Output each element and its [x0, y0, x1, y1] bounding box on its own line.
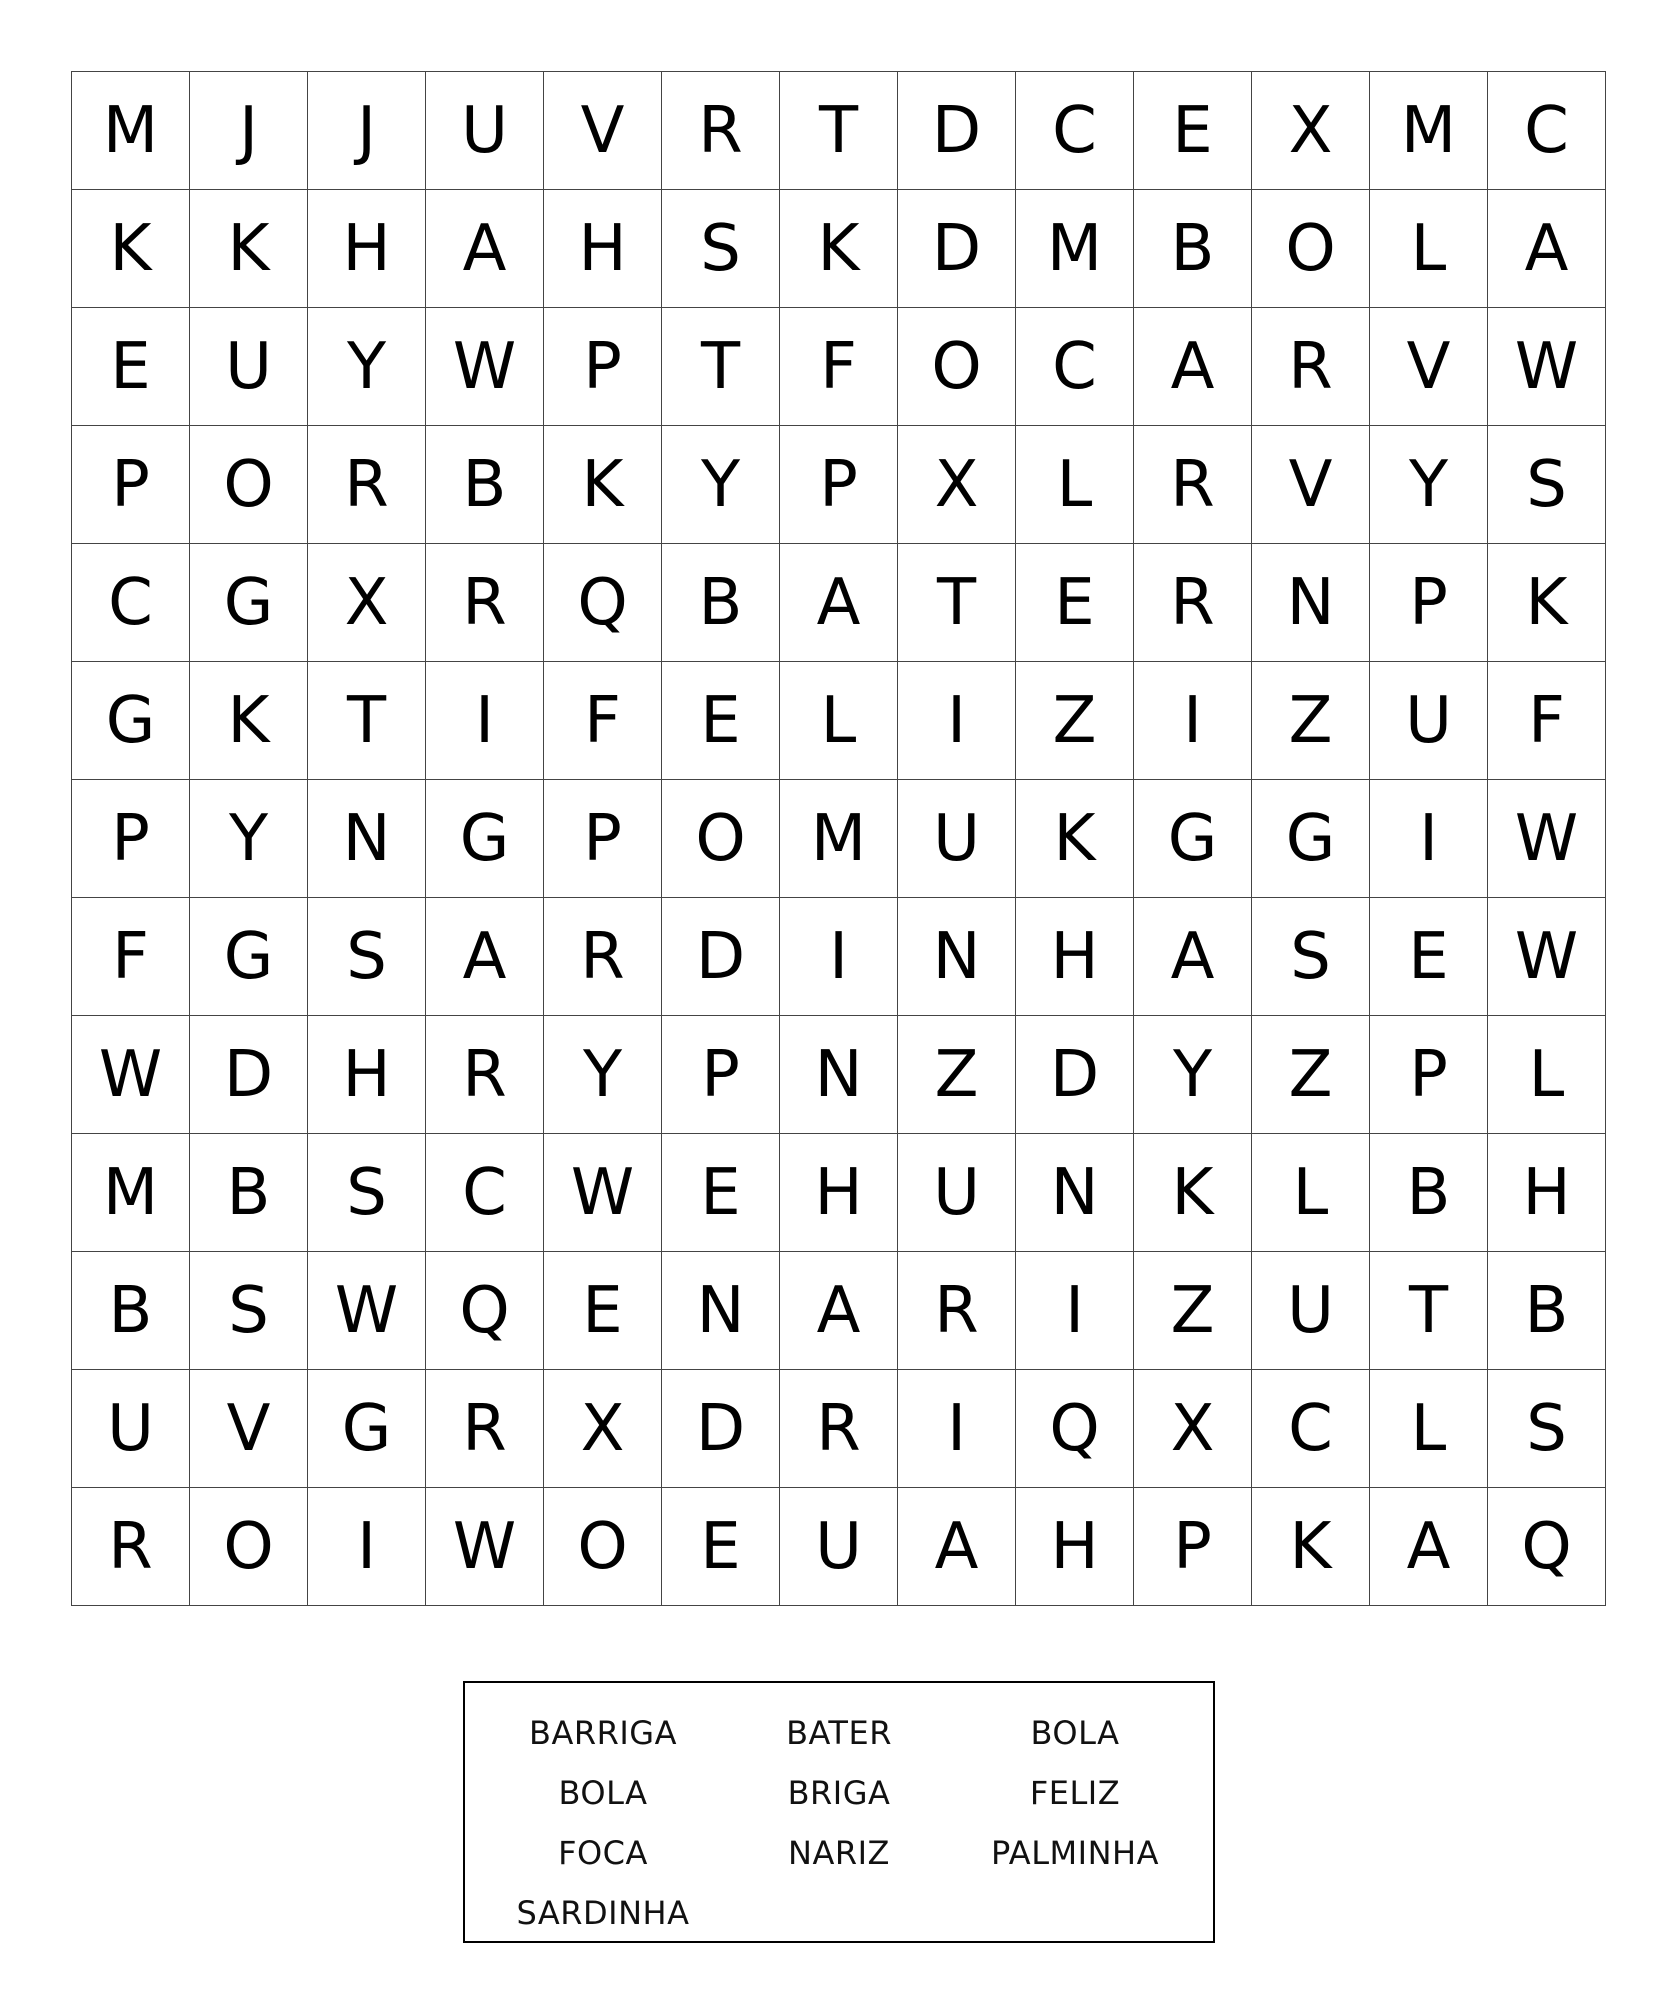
grid-cell[interactable]: W	[426, 308, 544, 426]
grid-cell[interactable]: O	[190, 1488, 308, 1606]
grid-cell[interactable]: G	[426, 780, 544, 898]
grid-cell[interactable]: B	[1488, 1252, 1606, 1370]
grid-cell[interactable]: H	[1016, 1488, 1134, 1606]
grid-cell[interactable]: Z	[1016, 662, 1134, 780]
grid-cell[interactable]: D	[662, 898, 780, 1016]
grid-cell[interactable]: R	[1134, 544, 1252, 662]
grid-cell[interactable]: I	[426, 662, 544, 780]
grid-cell[interactable]: Z	[1252, 662, 1370, 780]
grid-cell[interactable]: A	[426, 898, 544, 1016]
grid-cell[interactable]: X	[308, 544, 426, 662]
grid-cell[interactable]: G	[1134, 780, 1252, 898]
grid-cell[interactable]: K	[1252, 1488, 1370, 1606]
grid-cell[interactable]: X	[544, 1370, 662, 1488]
grid-cell[interactable]: Y	[190, 780, 308, 898]
grid-cell[interactable]: W	[1488, 898, 1606, 1016]
word-list-item: BOLA	[558, 1774, 648, 1812]
grid-cell[interactable]: S	[662, 190, 780, 308]
grid-cell[interactable]: A	[898, 1488, 1016, 1606]
grid-cell[interactable]: M	[1016, 190, 1134, 308]
grid-cell[interactable]: E	[544, 1252, 662, 1370]
grid-cell[interactable]: L	[1016, 426, 1134, 544]
grid-cell[interactable]: P	[1370, 544, 1488, 662]
grid-cell[interactable]: E	[1016, 544, 1134, 662]
grid-cell[interactable]: P	[544, 308, 662, 426]
grid-cell[interactable]: A	[1134, 308, 1252, 426]
grid-cell[interactable]: P	[780, 426, 898, 544]
grid-cell[interactable]: W	[72, 1016, 190, 1134]
grid-cell[interactable]: O	[898, 308, 1016, 426]
grid-cell[interactable]: M	[72, 1134, 190, 1252]
grid-cell[interactable]: B	[1134, 190, 1252, 308]
grid-cell[interactable]: X	[1252, 72, 1370, 190]
grid-cell[interactable]: P	[1134, 1488, 1252, 1606]
grid-cell[interactable]: N	[1016, 1134, 1134, 1252]
grid-cell[interactable]: D	[190, 1016, 308, 1134]
grid-cell[interactable]: X	[1134, 1370, 1252, 1488]
grid-cell[interactable]: K	[544, 426, 662, 544]
grid-cell[interactable]: F	[780, 308, 898, 426]
grid-cell[interactable]: L	[1370, 190, 1488, 308]
grid-cell[interactable]: J	[308, 72, 426, 190]
grid-cell[interactable]: A	[1134, 898, 1252, 1016]
grid-cell[interactable]: F	[72, 898, 190, 1016]
grid-cell[interactable]: R	[426, 1370, 544, 1488]
word-list	[463, 1681, 1215, 1943]
grid-cell[interactable]: C	[1016, 72, 1134, 190]
grid-cell[interactable]: A	[1370, 1488, 1488, 1606]
grid-cell[interactable]: R	[72, 1488, 190, 1606]
grid-cell[interactable]: N	[780, 1016, 898, 1134]
grid-cell[interactable]: D	[898, 190, 1016, 308]
grid-cell[interactable]: Y	[544, 1016, 662, 1134]
grid-cell[interactable]: R	[662, 72, 780, 190]
grid-cell[interactable]: T	[308, 662, 426, 780]
grid-cell[interactable]: T	[1370, 1252, 1488, 1370]
grid-cell[interactable]: V	[544, 72, 662, 190]
grid-cell[interactable]: I	[1016, 1252, 1134, 1370]
grid-cell[interactable]: K	[190, 190, 308, 308]
grid-cell[interactable]: H	[1016, 898, 1134, 1016]
grid-cell[interactable]: I	[898, 662, 1016, 780]
grid-cell[interactable]: M	[1370, 72, 1488, 190]
grid-cell[interactable]: A	[780, 1252, 898, 1370]
grid-cell[interactable]: R	[1134, 426, 1252, 544]
grid-cell[interactable]: B	[426, 426, 544, 544]
grid-cell[interactable]: G	[190, 544, 308, 662]
grid-cell[interactable]: R	[780, 1370, 898, 1488]
word-list-item: NARIZ	[788, 1834, 890, 1872]
grid-cell[interactable]: T	[662, 308, 780, 426]
word-list-item: PALMINHA	[991, 1834, 1159, 1872]
grid-cell[interactable]: B	[1370, 1134, 1488, 1252]
grid-cell[interactable]: R	[426, 1016, 544, 1134]
grid-cell[interactable]: W	[1488, 308, 1606, 426]
grid-cell[interactable]: S	[308, 898, 426, 1016]
grid-cell[interactable]: C	[426, 1134, 544, 1252]
grid-cell[interactable]: R	[898, 1252, 1016, 1370]
word-list-item: FOCA	[558, 1834, 648, 1872]
grid-cell[interactable]: I	[308, 1488, 426, 1606]
grid-cell[interactable]: B	[190, 1134, 308, 1252]
grid-cell[interactable]: T	[898, 544, 1016, 662]
grid-cell[interactable]: V	[1252, 426, 1370, 544]
grid-cell[interactable]: M	[780, 780, 898, 898]
grid-cell[interactable]: C	[1252, 1370, 1370, 1488]
grid-cell[interactable]: M	[72, 72, 190, 190]
grid-cell[interactable]: C	[72, 544, 190, 662]
grid-cell[interactable]: I	[898, 1370, 1016, 1488]
grid-cell[interactable]: U	[1252, 1252, 1370, 1370]
grid-cell[interactable]: U	[780, 1488, 898, 1606]
grid-cell[interactable]: V	[1370, 308, 1488, 426]
grid-cell[interactable]: L	[780, 662, 898, 780]
grid-cell[interactable]: A	[1488, 190, 1606, 308]
grid-cell[interactable]: U	[898, 780, 1016, 898]
grid-cell[interactable]: R	[426, 544, 544, 662]
grid-cell[interactable]: L	[1370, 1370, 1488, 1488]
grid-cell[interactable]: G	[190, 898, 308, 1016]
grid-cell[interactable]: K	[780, 190, 898, 308]
grid-cell[interactable]: N	[662, 1252, 780, 1370]
grid-cell[interactable]: S	[1488, 1370, 1606, 1488]
grid-cell[interactable]: U	[898, 1134, 1016, 1252]
grid-cell[interactable]: R	[1252, 308, 1370, 426]
grid-cell[interactable]: K	[1016, 780, 1134, 898]
grid-cell[interactable]: A	[780, 544, 898, 662]
grid-cell[interactable]: D	[898, 72, 1016, 190]
grid-cell[interactable]: E	[1370, 898, 1488, 1016]
grid-cell[interactable]: J	[190, 72, 308, 190]
grid-cell[interactable]: Q	[426, 1252, 544, 1370]
word-list-item: FELIZ	[1029, 1774, 1121, 1812]
word-list-item: SARDINHA	[516, 1894, 690, 1932]
grid-cell[interactable]: S	[308, 1134, 426, 1252]
grid-cell[interactable]: D	[662, 1370, 780, 1488]
grid-cell[interactable]: O	[544, 1488, 662, 1606]
grid-cell[interactable]: P	[72, 780, 190, 898]
grid-cell[interactable]: U	[72, 1370, 190, 1488]
grid-cell[interactable]: Q	[1016, 1370, 1134, 1488]
grid-cell[interactable]: Z	[1134, 1252, 1252, 1370]
grid-cell[interactable]: F	[544, 662, 662, 780]
grid-cell[interactable]: W	[426, 1488, 544, 1606]
grid-cell[interactable]: C	[1016, 308, 1134, 426]
grid-cell[interactable]: G	[1252, 780, 1370, 898]
grid-cell[interactable]: N	[1252, 544, 1370, 662]
grid-cell[interactable]: K	[1134, 1134, 1252, 1252]
word-list-item: BOLA	[1030, 1714, 1120, 1752]
grid-cell[interactable]: H	[1488, 1134, 1606, 1252]
grid-cell[interactable]: U	[190, 308, 308, 426]
grid-cell[interactable]: I	[1134, 662, 1252, 780]
grid-cell[interactable]: G	[308, 1370, 426, 1488]
grid-cell[interactable]: B	[72, 1252, 190, 1370]
grid-cell[interactable]: C	[1488, 72, 1606, 190]
grid-cell[interactable]: R	[308, 426, 426, 544]
grid-cell[interactable]: Z	[898, 1016, 1016, 1134]
word-search-grid	[71, 71, 1606, 1606]
grid-cell[interactable]: N	[308, 780, 426, 898]
grid-cell[interactable]: W	[544, 1134, 662, 1252]
grid-cell[interactable]: P	[72, 426, 190, 544]
grid-cell[interactable]: S	[190, 1252, 308, 1370]
grid-cell[interactable]: H	[308, 1016, 426, 1134]
grid-cell[interactable]: Q	[1488, 1488, 1606, 1606]
grid-cell[interactable]: W	[308, 1252, 426, 1370]
grid-cell[interactable]: U	[1370, 662, 1488, 780]
grid-cell[interactable]: E	[662, 662, 780, 780]
grid-cell[interactable]: L	[1252, 1134, 1370, 1252]
grid-cell[interactable]: O	[662, 780, 780, 898]
grid-cell[interactable]: X	[898, 426, 1016, 544]
grid-cell[interactable]: U	[426, 72, 544, 190]
grid-cell[interactable]: S	[1252, 898, 1370, 1016]
grid-cell[interactable]: H	[780, 1134, 898, 1252]
grid-cell[interactable]: L	[1488, 1016, 1606, 1134]
grid-cell[interactable]: H	[544, 190, 662, 308]
grid-cell[interactable]: D	[1016, 1016, 1134, 1134]
grid-cell[interactable]: Y	[662, 426, 780, 544]
grid-cell[interactable]: Y	[1370, 426, 1488, 544]
grid-cell[interactable]: K	[1488, 544, 1606, 662]
grid-cell[interactable]: E	[1134, 72, 1252, 190]
grid-cell[interactable]: E	[662, 1488, 780, 1606]
grid-cell[interactable]: N	[898, 898, 1016, 1016]
grid-cell[interactable]: P	[662, 1016, 780, 1134]
grid-cell[interactable]: Q	[544, 544, 662, 662]
grid-cell[interactable]: V	[190, 1370, 308, 1488]
word-list-item: BARRIGA	[529, 1714, 677, 1752]
grid-cell[interactable]: W	[1488, 780, 1606, 898]
grid-cell[interactable]: Y	[1134, 1016, 1252, 1134]
grid-cell[interactable]: T	[780, 72, 898, 190]
grid-cell[interactable]: K	[190, 662, 308, 780]
grid-cell[interactable]: P	[1370, 1016, 1488, 1134]
grid-cell[interactable]: Z	[1252, 1016, 1370, 1134]
grid-cell[interactable]: B	[662, 544, 780, 662]
grid-cell[interactable]: S	[1488, 426, 1606, 544]
grid-cell[interactable]: Y	[308, 308, 426, 426]
grid-cell[interactable]: E	[662, 1134, 780, 1252]
grid-cell[interactable]: G	[72, 662, 190, 780]
grid-cell[interactable]: O	[1252, 190, 1370, 308]
grid-cell[interactable]: R	[544, 898, 662, 1016]
word-list-item: BRIGA	[787, 1774, 891, 1812]
grid-cell[interactable]: F	[1488, 662, 1606, 780]
grid-cell[interactable]: K	[72, 190, 190, 308]
grid-cell[interactable]: E	[72, 308, 190, 426]
grid-cell[interactable]: P	[544, 780, 662, 898]
grid-cell[interactable]: A	[426, 190, 544, 308]
grid-cell[interactable]: H	[308, 190, 426, 308]
word-list-item: BATER	[786, 1714, 892, 1752]
grid-cell[interactable]: O	[190, 426, 308, 544]
grid-cell[interactable]: I	[1370, 780, 1488, 898]
grid-cell[interactable]: I	[780, 898, 898, 1016]
